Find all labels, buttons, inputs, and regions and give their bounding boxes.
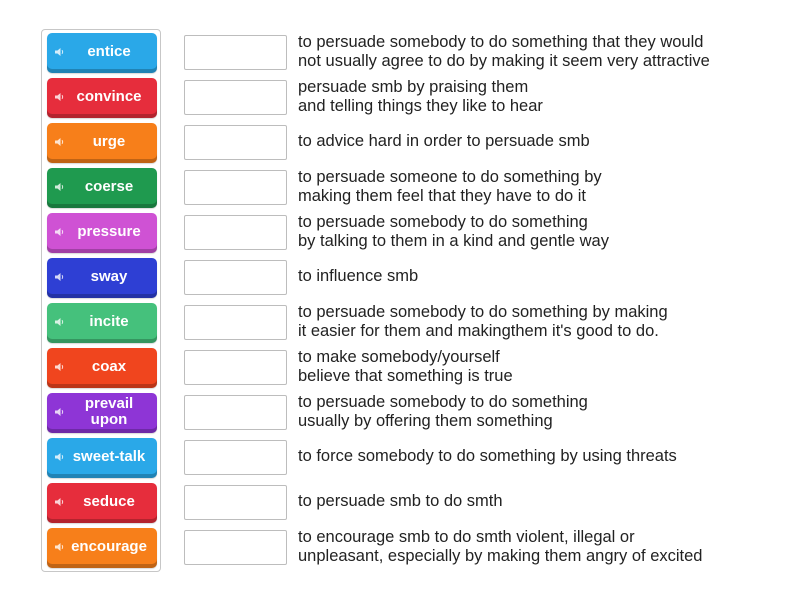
word-chip-label: sway — [90, 268, 128, 285]
definition-text — [298, 393, 778, 430]
definition-line-1: to persuade somebody to do something — [298, 213, 588, 231]
answer-slot[interactable] — [184, 485, 287, 520]
answer-slot[interactable] — [184, 125, 287, 160]
word-chip-label: seduce — [83, 493, 135, 510]
definition-line-1: to persuade smb to do smth — [298, 492, 503, 510]
answer-slot[interactable] — [184, 395, 287, 430]
speaker-icon[interactable] — [55, 227, 65, 237]
definition-line-1: to influence smb — [298, 267, 419, 285]
answer-slot[interactable] — [184, 35, 287, 70]
definition-text — [298, 267, 778, 286]
definition-line-1: to advice hard in order to persuade smb — [298, 132, 590, 150]
speaker-icon[interactable] — [55, 47, 65, 57]
definition-text — [298, 132, 778, 151]
word-chip-label: sweet-talk — [72, 448, 146, 465]
word-chip-urge[interactable] — [47, 123, 157, 163]
speaker-icon[interactable] — [55, 452, 65, 462]
definition-line-1: to force somebody to do something by using threats — [298, 447, 677, 465]
word-chip-label: pressure — [77, 223, 141, 240]
speaker-icon[interactable] — [55, 317, 65, 327]
word-chip-label: convince — [76, 88, 142, 105]
word-chip-label: entice — [87, 43, 131, 60]
speaker-icon[interactable] — [55, 92, 65, 102]
word-bank — [41, 29, 161, 572]
definition-line-1: to persuade somebody to do something by making — [298, 303, 668, 321]
word-chip-sweet-talk[interactable] — [47, 438, 157, 478]
definition-text — [298, 447, 778, 466]
definition-text — [298, 528, 778, 565]
definition-text — [298, 492, 778, 511]
answer-slot[interactable] — [184, 530, 287, 565]
answer-slot[interactable] — [184, 440, 287, 475]
word-chip-encourage[interactable] — [47, 528, 157, 568]
word-chip-label: urge — [92, 133, 126, 150]
word-chip-label: prevail upon — [84, 395, 134, 428]
definition-line-1: to make somebody/yourself — [298, 348, 500, 366]
speaker-icon[interactable] — [55, 137, 65, 147]
word-chip-pressure[interactable] — [47, 213, 157, 253]
definition-line-2: not usually agree to do by making it seem very attractive — [298, 51, 710, 70]
speaker-icon[interactable] — [55, 362, 65, 372]
definition-text — [298, 78, 778, 115]
answer-slot[interactable] — [184, 170, 287, 205]
word-chip-coerse[interactable] — [47, 168, 157, 208]
word-chip-incite[interactable] — [47, 303, 157, 343]
word-chip-label: coax — [91, 358, 127, 375]
word-chip-convince[interactable] — [47, 78, 157, 118]
definition-line-1: to persuade somebody to do something that they would — [298, 33, 704, 51]
speaker-icon[interactable] — [55, 407, 65, 417]
answer-slot[interactable] — [184, 305, 287, 340]
definition-text — [298, 168, 778, 205]
definition-line-1: persuade smb by praising them — [298, 78, 529, 96]
word-chip-label: incite — [89, 313, 129, 330]
definition-line-1: to encourage smb to do smth violent, illegal or — [298, 528, 635, 546]
word-chip-prevail-upon[interactable] — [47, 393, 157, 433]
definition-line-2: unpleasant, especially by making them angry of excited — [298, 546, 703, 565]
answer-slot[interactable] — [184, 260, 287, 295]
definition-line-1: to persuade someone to do something by — [298, 168, 602, 186]
definition-text — [298, 348, 778, 385]
word-chip-label: coerse — [84, 178, 134, 195]
definition-line-2: making them feel that they have to do it — [298, 186, 587, 205]
word-chip-label: encourage — [71, 538, 147, 555]
word-chip-sway[interactable] — [47, 258, 157, 298]
answer-slot[interactable] — [184, 80, 287, 115]
definition-text — [298, 33, 778, 70]
speaker-icon[interactable] — [55, 542, 65, 552]
definition-line-2: usually by offering them something — [298, 411, 553, 430]
word-chip-entice[interactable] — [47, 33, 157, 73]
definition-line-2: believe that something is true — [298, 366, 513, 385]
definition-line-1: to persuade somebody to do something — [298, 393, 588, 411]
definition-text — [298, 303, 778, 340]
definition-line-2: it easier for them and makingthem it's good to do. — [298, 321, 659, 340]
answer-slot[interactable] — [184, 215, 287, 250]
speaker-icon[interactable] — [55, 497, 65, 507]
word-chip-seduce[interactable] — [47, 483, 157, 523]
definition-line-2: and telling things they like to hear — [298, 96, 543, 115]
definition-text — [298, 213, 778, 250]
word-chip-coax[interactable] — [47, 348, 157, 388]
speaker-icon[interactable] — [55, 272, 65, 282]
speaker-icon[interactable] — [55, 182, 65, 192]
answer-slot[interactable] — [184, 350, 287, 385]
definition-line-2: by talking to them in a kind and gentle way — [298, 231, 609, 250]
